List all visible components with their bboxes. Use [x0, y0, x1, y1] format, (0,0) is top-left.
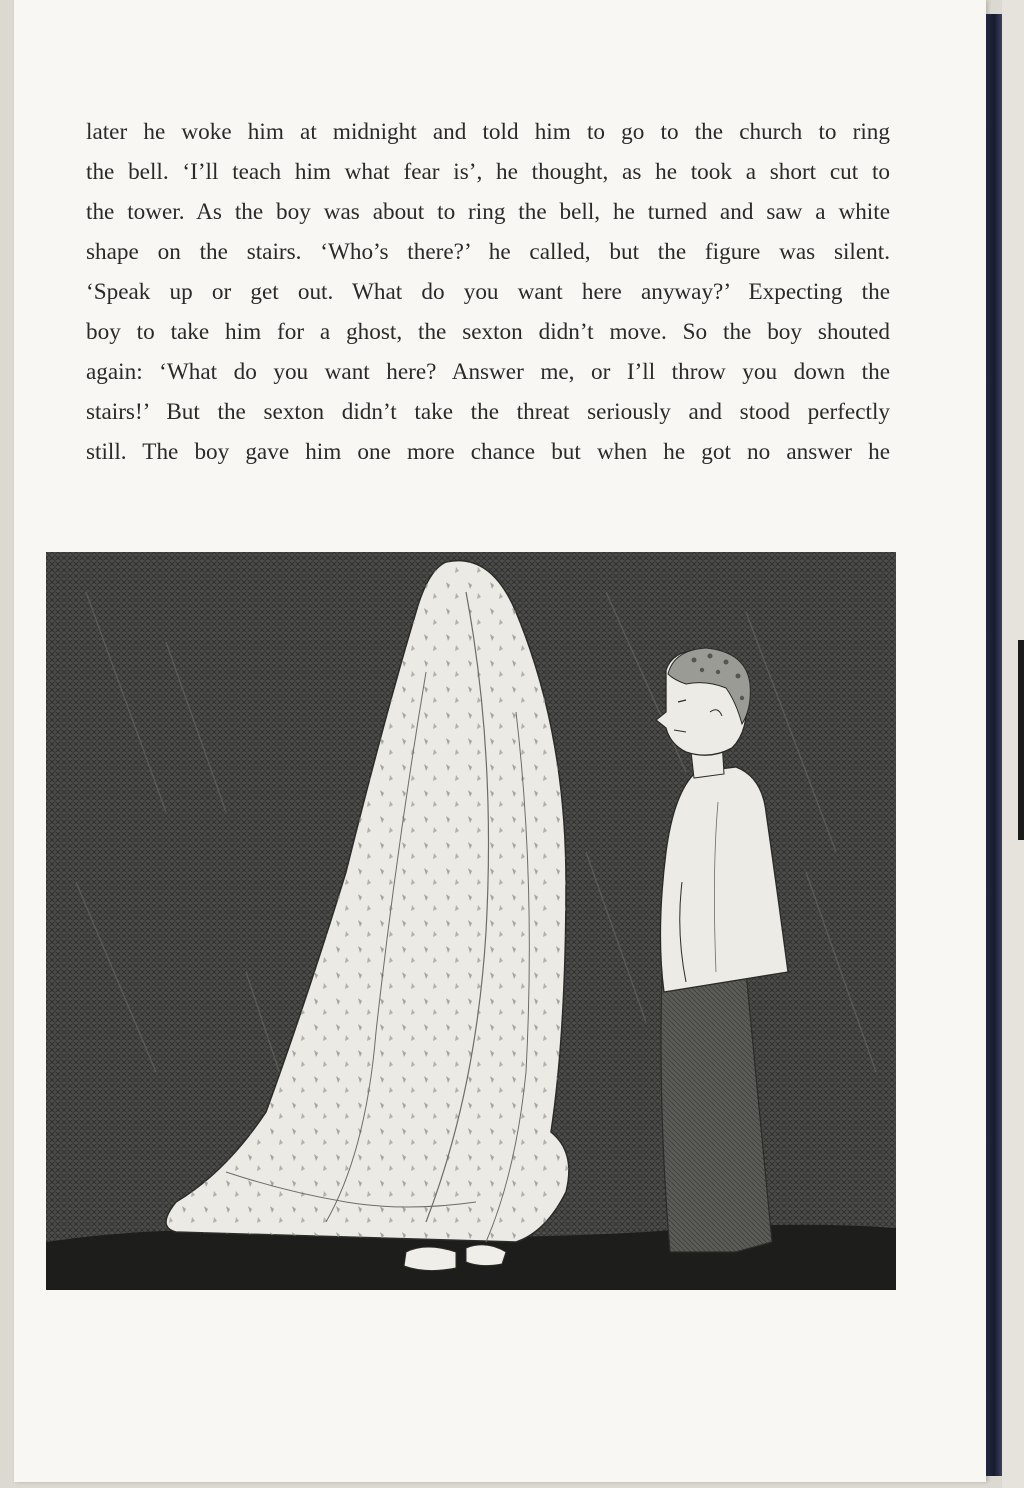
text-line: ‘Speak up or get out. What do you want here anyway?’ Expecting the: [86, 279, 890, 305]
book-binding-edge: [986, 14, 1002, 1476]
scan-edge-shadow: [1018, 640, 1024, 840]
story-text: [86, 112, 890, 472]
text-line: the bell. ‘I’ll teach him what fear is’, he thought, as he took a short cut to: [86, 159, 890, 185]
text-line: later he woke him at midnight and told him to go to the church to ring: [86, 119, 890, 145]
text-line: stairs!’ But the sexton didn’t take the threat seriously and stood perfectly: [86, 399, 890, 425]
text-line: still. The boy gave him one more chance but when he got no answer he: [86, 439, 890, 465]
book-page: [14, 0, 986, 1482]
text-line: again: ‘What do you want here? Answer me, or I’ll throw you down the: [86, 359, 890, 385]
text-line: boy to take him for a ghost, the sexton didn’t move. So the boy shouted: [86, 319, 890, 345]
text-line: shape on the stairs. ‘Who’s there?’ he called, but the figure was silent.: [86, 239, 890, 265]
etching-illustration: [46, 552, 896, 1290]
etching-artwork: [46, 552, 896, 1290]
text-line: the tower. As the boy was about to ring the bell, he turned and saw a white: [86, 199, 890, 225]
